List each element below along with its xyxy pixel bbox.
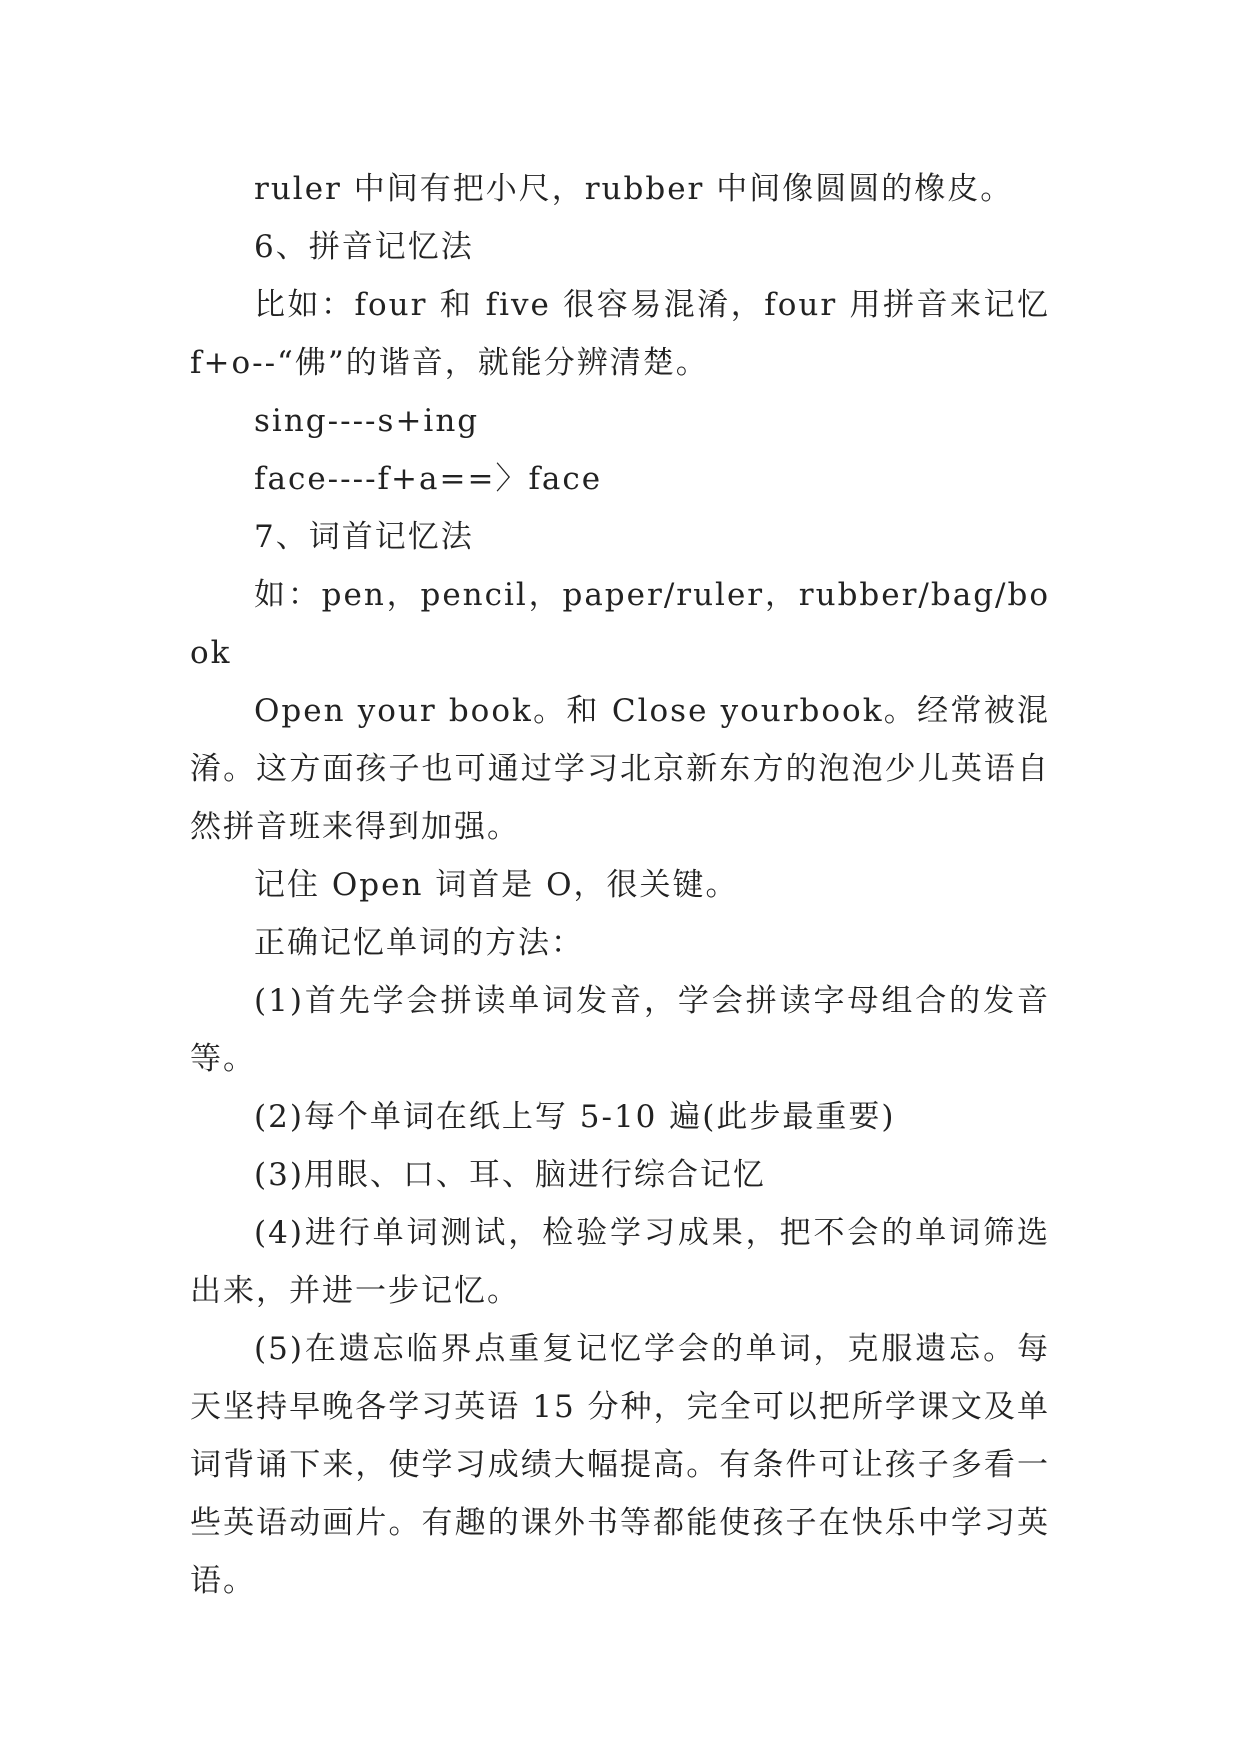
paragraph-ruler-rubber: ruler 中间有把小尺，rubber 中间像圆圆的橡皮。 [254,171,1014,207]
heading-correct-methods: 正确记忆单词的方法： [254,925,584,961]
paragraph-remember-open: 记住 Open 词首是 O，很关键。 [254,867,739,903]
paragraph-open-close: Open your book。和 Close yourbook。经常被混淆。这方面孩子也可通过学习北京新东方的泡泡少儿英语自然拼音班来得到加强。 [190,693,1050,845]
document-body [190,160,1062,1610]
example-sing: sing----s+ing [254,403,480,439]
method-step-1: (1)首先学会拼读单词发音，学会拼读字母组合的发音等。 [190,983,1050,1077]
method-step-3: (3)用眼、口、耳、脑进行综合记忆 [254,1157,766,1193]
method-step-2: (2)每个单词在纸上写 5-10 遍(此步最重要) [254,1099,896,1135]
method-step-4: (4)进行单词测试，检验学习成果，把不会的单词筛选出来，并进一步记忆。 [190,1215,1050,1309]
example-face: face----f+a==〉face [254,461,603,497]
heading-prefix-method: 7、词首记忆法 [254,519,474,555]
example-word-list: 如：pen，pencil，paper/ruler，rubber/bag/book [190,577,1050,671]
heading-pinyin-method: 6、拼音记忆法 [254,229,474,265]
method-step-5: (5)在遗忘临界点重复记忆学会的单词，克服遗忘。每天坚持早晚各学习英语 15 分种，完全可以把所学课文及单词背诵下来，使学习成绩大幅提高。有条件可让孩子多看一些英语动画片。有趣的课外书等都能使孩子在快乐中学习英语。 [190,1331,1050,1599]
paragraph-four-five: 比如：four 和 five 很容易混淆，four 用拼音来记忆 f+o--“佛”的谐音，就能分辨清楚。 [190,287,1062,381]
